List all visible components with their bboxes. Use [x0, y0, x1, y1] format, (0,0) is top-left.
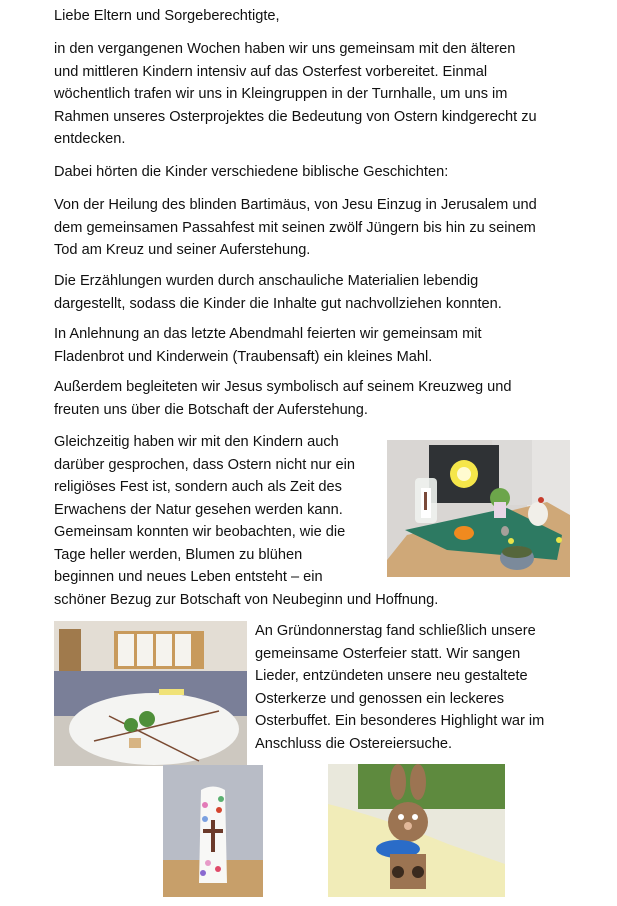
paragraph-nature [54, 431, 438, 611]
text-line: Fladenbrot und Kinderwein (Traubensaft) ein kleines Mahl. [54, 348, 433, 365]
text-line: Tage heller werden, Blumen zu blühen [54, 546, 303, 563]
text-line: Außerdem begleiteten wir Jesus symbolisch auf seinem Kreuzweg und [54, 379, 512, 395]
paragraph-way-of-cross [54, 376, 512, 421]
text-line: Gemeinsam konnten wir beobachten, wie die [54, 524, 346, 540]
text-line: dargestellt, sodass die Kinder die Inhalte gut nachvollziehen konnten. [54, 295, 502, 312]
photo-easter-bunny [328, 764, 505, 897]
paragraph-preparation [54, 38, 537, 151]
text-line: Osterbuffet. Ein besonderes Highlight war im [255, 713, 545, 729]
paragraph-last-supper [54, 323, 482, 368]
paragraph-stories-intro [54, 161, 448, 184]
photo-group-children [54, 621, 247, 766]
paragraph-stories [54, 194, 537, 262]
photo-easter-table [387, 440, 570, 577]
text-line: dem gemeinsamen Passahfest mit seinen zwölf Jüngern bis hin zu seinem [54, 219, 536, 236]
text-line: religiöses Fest ist, sondern auch als Zeit des [54, 479, 342, 495]
text-line: gemeinsame Osterfeier statt. Wir sangen [255, 645, 521, 662]
text-line: Die Erzählungen wurden durch anschauliche Materialien lebendig [54, 273, 479, 289]
text-line: Von der Heilung des blinden Bartimäus, von Jesu Einzug in Jerusalem und [54, 197, 537, 213]
text-line: Gleichzeitig haben wir mit den Kindern auch [54, 434, 339, 450]
photo-easter-candle [163, 765, 263, 897]
text-line: Liebe Eltern und Sorgeberechtigte, [54, 8, 280, 24]
text-line: entdecken. [54, 131, 126, 147]
text-line: An Gründonnerstag fand schließlich unsere [255, 623, 536, 639]
text-line: darüber gesprochen, dass Ostern nicht nur ein [54, 456, 355, 473]
text-line: in den vergangenen Wochen haben wir uns gemeinsam mit den älteren [54, 41, 516, 57]
paragraph-materials [54, 270, 502, 315]
text-line: Erwachens der Natur gesehen werden kann. [54, 501, 343, 518]
text-line: freuten uns über die Botschaft der Auferstehung. [54, 401, 368, 418]
text-line: Dabei hörten die Kinder verschiedene biblische Geschichten: [54, 164, 449, 180]
text-line: Lieder, entzündeten unsere neu gestaltete [255, 668, 528, 684]
text-line: und mittleren Kindern intensiv auf das Osterfest vorbereitet. Einmal [54, 63, 488, 80]
text-line: Tod am Kreuz und seiner Auferstehung. [54, 242, 311, 258]
text-line: beginnen und neues Leben entsteht – ein [54, 569, 323, 585]
paragraph-celebration [255, 620, 544, 755]
text-line: wöchentlich trafen wir uns in Kleingruppen in der Turnhalle, um uns im [54, 86, 508, 102]
text-line: Rahmen unseres Osterprojektes die Bedeutung von Ostern kindgerecht zu [54, 108, 537, 125]
text-line: In Anlehnung an das letzte Abendmahl feierten wir gemeinsam mit [54, 326, 482, 342]
text-line: Osterkerze und genossen ein leckeres [255, 690, 505, 707]
text-line: Anschluss die Ostereiersuche. [255, 735, 453, 752]
text-line: schöner Bezug zur Botschaft von Neubeginn und Hoffnung. [54, 591, 439, 608]
greeting [54, 5, 280, 28]
